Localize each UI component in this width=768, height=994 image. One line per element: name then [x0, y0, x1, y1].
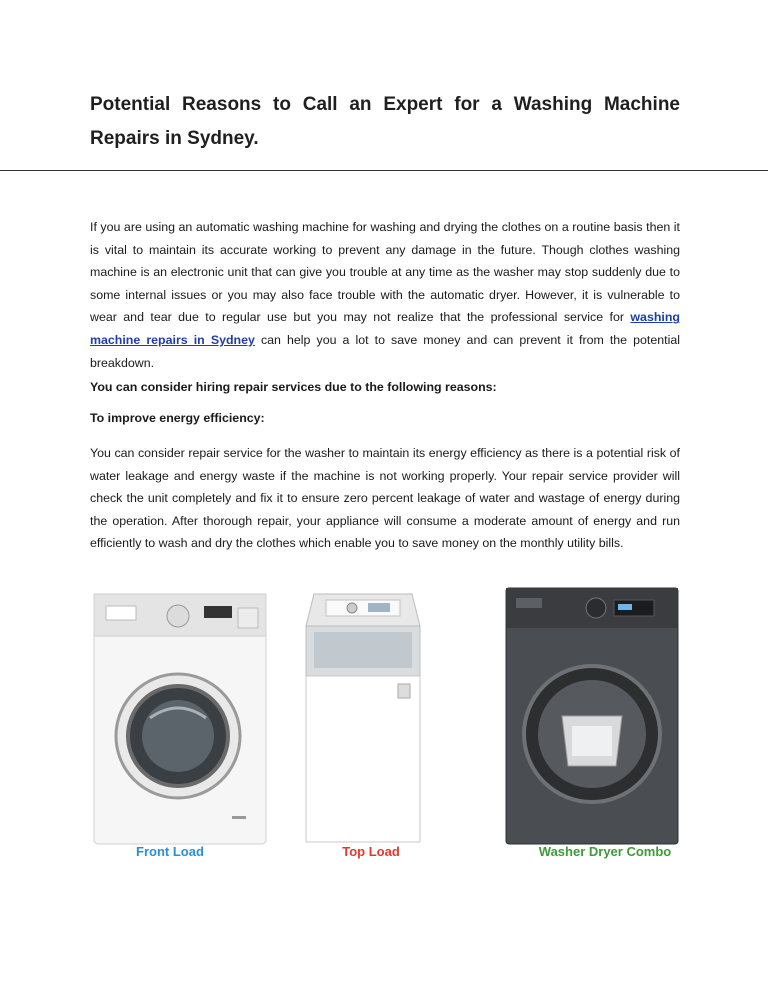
top-load-caption: Top Load [342, 844, 400, 859]
reasons-heading: You can consider hiring repair services due to the following reasons: [90, 380, 497, 394]
washer-images [90, 586, 680, 866]
repairs-link[interactable]: washing machine repairs in Sydney [90, 310, 680, 347]
intro-text-before: If you are using an automatic washing machine for washing and drying the clothes on a routine basis then it is vital to maintain its accurate working to prevent any damage in the future. Though clothes washing machine is an electronic unit that can give you trouble at any time as the washer may stop suddenly due to some internal issues or you may also face trouble with the automatic dryer. However, it is vulnerable to wear and tear due to regular use but you may not realize that the professional service for [90, 220, 680, 325]
section-heading: To improve energy efficiency: [90, 411, 265, 425]
washer-dryer-combo-image [504, 586, 680, 848]
section-body: You can consider repair service for the washer to maintain its energy efficiency as there is a potential risk of water leakage and energy waste if the machine is not working properly. Your repair service provider will check the unit completely and fix it to ensure zero percent leakage of water and wastage of energy during the operation. After thorough repair, your appliance will consume a moderate amount of energy and run efficiently to wash and dry the clothes which enable you to save money on the monthly utility bills. [90, 446, 680, 551]
intro-paragraph [90, 216, 680, 374]
top-load-washer-image [298, 586, 428, 848]
intro-text-after: can help you a lot to save money and can prevent it from the potential breakdown. [90, 332, 680, 370]
title-divider [0, 170, 768, 171]
front-load-washer-image [92, 586, 272, 848]
page-title: Potential Reasons to Call an Expert for a Washing Machine Repairs in Sydney. [90, 94, 680, 149]
front-load-caption: Front Load [136, 844, 204, 859]
combo-caption: Washer Dryer Combo [538, 844, 672, 859]
